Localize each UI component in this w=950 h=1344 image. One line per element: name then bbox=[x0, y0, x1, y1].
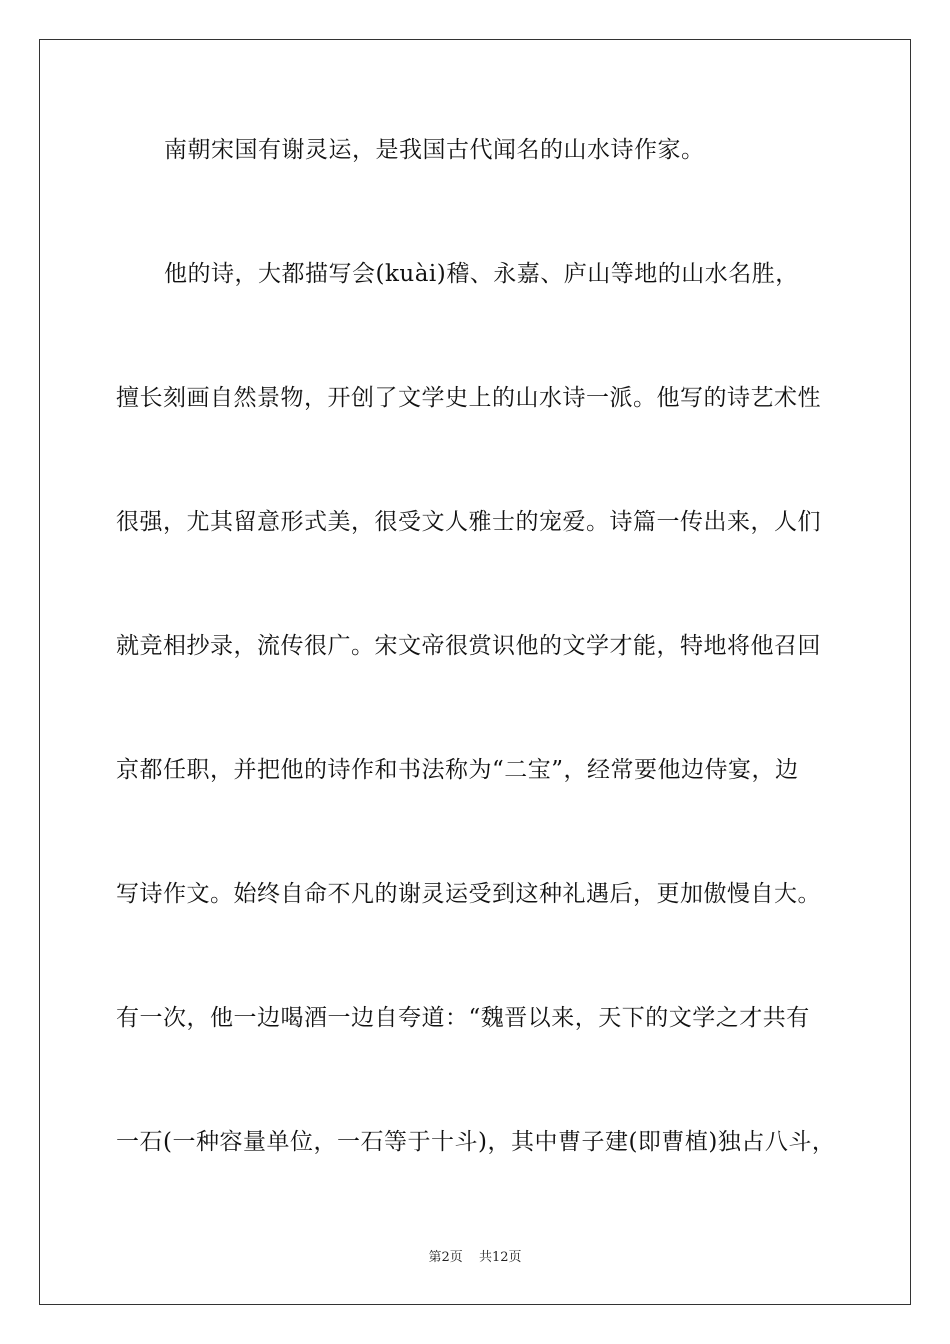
paragraph-line: 写诗作文。始终自命不凡的谢灵运受到这种礼遇后，更加傲慢自大。 bbox=[116, 881, 821, 907]
paragraph-line: 擅长刻画自然景物，开创了文学史上的山水诗一派。他写的诗艺术性 bbox=[116, 385, 821, 411]
paragraph-line: 京都任职，并把他的诗作和书法称为“二宝”，经常要他边侍宴，边 bbox=[116, 757, 799, 783]
paragraph-line: 一石(一种容量单位，一石等于十斗)，其中曹子建(即曹植)独占八斗， bbox=[116, 1129, 836, 1155]
page-border bbox=[39, 39, 911, 1305]
paragraph-line: 就竞相抄录，流传很广。宋文帝很赏识他的文学才能，特地将他召回 bbox=[116, 633, 821, 659]
paragraph-line: 南朝宋国有谢灵运，是我国古代闻名的山水诗作家。 bbox=[164, 137, 705, 163]
page-footer bbox=[0, 1246, 950, 1265]
page-number: 第2页 bbox=[428, 1250, 463, 1265]
paragraph-line: 他的诗，大都描写会(kuài)稽、永嘉、庐山等地的山水名胜， bbox=[164, 261, 799, 287]
page-total: 共12页 bbox=[478, 1250, 522, 1265]
paragraph-line: 有一次，他一边喝酒一边自夸道：“魏晋以来，天下的文学之才共有 bbox=[116, 1005, 810, 1031]
paragraph-line: 很强，尤其留意形式美，很受文人雅士的宠爱。诗篇一传出来，人们 bbox=[116, 509, 821, 535]
